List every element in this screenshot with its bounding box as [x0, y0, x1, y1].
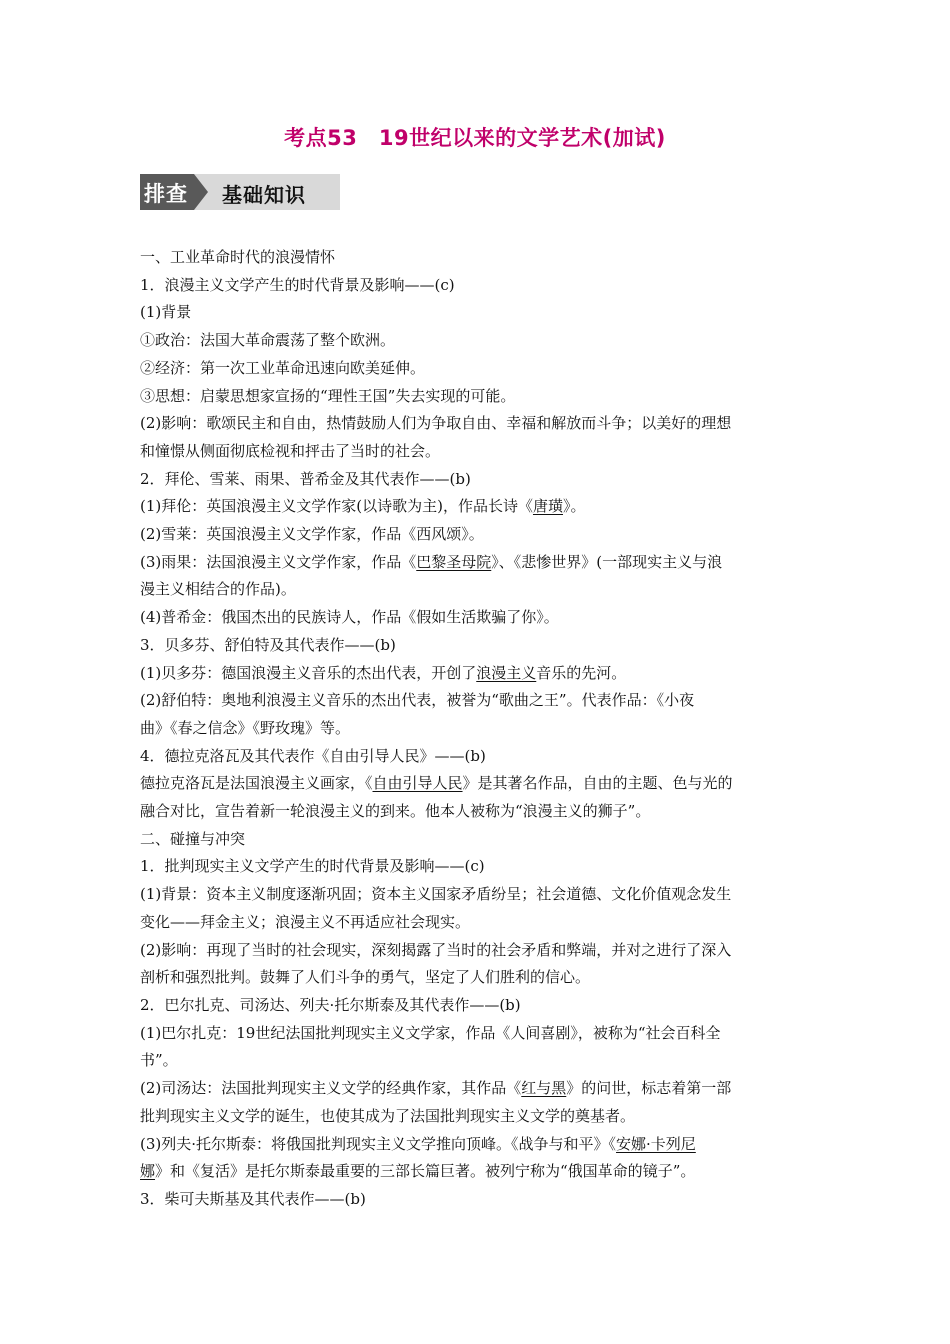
line-text: 德拉克洛瓦是法国浪漫主义画家，《 [140, 774, 373, 793]
text-line [140, 660, 812, 688]
line-text: 二、碰撞与冲突 [140, 829, 246, 848]
text-line [140, 826, 812, 854]
line-text: 3．柴可夫斯基及其代表作——(b) [140, 1189, 366, 1208]
line-text: (1)背景 [140, 303, 192, 322]
text-line [140, 1020, 812, 1048]
line-text: ②经济：第一次工业革命迅速向欧美延伸。 [140, 358, 426, 377]
line-text: (2)影响：再现了当时的社会现实，深刻揭露了当时的社会矛盾和弊端，并对之进行了深入 [140, 940, 732, 959]
underlined-term: 唐璜 [532, 497, 563, 516]
text-line [140, 604, 812, 632]
line-text: (3)雨果：法国浪漫主义文学作家，作品《 [140, 552, 417, 571]
text-line [140, 244, 812, 272]
underlined-term: 巴黎圣母院 [416, 552, 492, 571]
line-text: 2．拜伦、雪莱、雨果、普希金及其代表作——(b) [140, 469, 471, 488]
text-line [140, 687, 812, 715]
text-line [140, 1103, 812, 1131]
line-text: 书”。 [140, 1051, 178, 1070]
line-text: 一、工业革命时代的浪漫情怀 [140, 248, 336, 266]
line-text: (2)司汤达：法国批判现实主义文学的经典作家，其作品《 [140, 1079, 522, 1098]
line-text: 2．巴尔扎克、司汤达、列夫·托尔斯泰及其代表作——(b) [140, 995, 521, 1014]
line-text: 变化——拜金主义；浪漫主义不再适应社会现实。 [140, 912, 471, 931]
text-line [140, 992, 812, 1020]
line-text: 》的问世，标志着第一部 [566, 1079, 732, 1098]
line-text: 1．批判现实主义文学产生的时代背景及影响——(c) [140, 857, 485, 876]
underlined-term: 安娜·卡列尼 [616, 1134, 696, 1153]
line-text: 剖析和强烈批判。鼓舞了人们斗争的勇气，坚定了人们胜利的信心。 [140, 968, 591, 987]
banner-arrow-icon [194, 174, 208, 210]
text-line [140, 299, 812, 327]
line-text: (2)舒伯特：奥地利浪漫主义音乐的杰出代表，被誉为“歌曲之王”。代表作品：《小夜 [140, 691, 695, 710]
text-line [140, 576, 812, 604]
line-text: (4)普希金：俄国杰出的民族诗人，作品《假如生活欺骗了你》。 [140, 608, 559, 627]
section-banner [140, 174, 340, 210]
text-line [140, 493, 812, 521]
text-line [140, 1131, 812, 1159]
text-line [140, 964, 812, 992]
line-text: 》和《复活》是托尔斯泰最重要的三部长篇巨著。被列宁称为“俄国革命的镜子”。 [155, 1162, 696, 1181]
underlined-term: 浪漫主义 [476, 663, 537, 682]
text-line [140, 632, 812, 660]
text-line [140, 272, 812, 300]
text-line [140, 743, 812, 771]
banner-label-check: 排查 [144, 182, 188, 206]
banner-label-basics: 基础知识 [222, 183, 306, 207]
text-line [140, 1075, 812, 1103]
line-text: 》。 [562, 497, 586, 516]
text-line [140, 521, 812, 549]
underlined-term: 娜 [140, 1162, 156, 1181]
page-title: 考点53 19世纪以来的文学艺术(加试) [284, 126, 666, 150]
line-text: ③思想：启蒙思想家宣扬的“理性王国”失去实现的可能。 [140, 386, 516, 405]
line-text: 融合对比，宣告着新一轮浪漫主义的到来。他本人被称为“浪漫主义的狮子”。 [140, 802, 651, 821]
text-line [140, 881, 812, 909]
line-text: (2)雪莱：英国浪漫主义文学作家，作品《西风颂》。 [140, 525, 484, 544]
document-body [140, 244, 812, 1214]
text-line [140, 798, 812, 826]
line-text: 漫主义相结合的作品)。 [140, 580, 296, 599]
text-line [140, 383, 812, 411]
text-line [140, 327, 812, 355]
text-line [140, 1186, 812, 1214]
text-line [140, 937, 812, 965]
text-line [140, 549, 812, 577]
text-line [140, 466, 812, 494]
line-text: 批判现实主义文学的诞生，也使其成为了法国批判现实主义文学的奠基者。 [140, 1106, 636, 1125]
line-text: 》是其著名作品，自由的主题、色与光的 [462, 774, 733, 793]
line-text: 1．浪漫主义文学产生的时代背景及影响——(c) [140, 275, 455, 294]
line-text: 曲》《春之信念》《野玫瑰》等。 [140, 718, 351, 737]
line-text: ①政治：法国大革命震荡了整个欧洲。 [140, 331, 396, 350]
line-text: (1)巴尔扎克：19世纪法国批判现实主义文学家，作品《人间喜剧》，被称为“社会百科全 [140, 1023, 721, 1042]
line-text: (1)贝多芬：德国浪漫主义音乐的杰出代表，开创了 [140, 663, 477, 682]
underlined-term: 红与黑 [521, 1079, 567, 1098]
text-line [140, 909, 812, 937]
line-text: 》、《悲惨世界》(一部现实主义与浪 [491, 552, 723, 571]
text-line [140, 355, 812, 383]
line-text: (1)背景：资本主义制度逐渐巩固；资本主义国家矛盾纷呈；社会道德、文化价值观念发生 [140, 885, 732, 904]
underlined-term: 自由引导人民 [372, 774, 463, 793]
text-line [140, 438, 812, 466]
text-line [140, 715, 812, 743]
text-line [140, 853, 812, 881]
line-text: (2)影响：歌颂民主和自由，热情鼓励人们为争取自由、幸福和解放而斗争；以美好的理想 [140, 414, 732, 433]
line-text: (3)列夫·托尔斯泰：将俄国批判现实主义文学推向顶峰。《战争与和平》《 [140, 1134, 617, 1153]
line-text: 3．贝多芬、舒伯特及其代表作——(b) [140, 635, 396, 654]
text-line [140, 770, 812, 798]
text-line [140, 410, 812, 438]
text-line [140, 1047, 812, 1075]
line-text: (1)拜伦：英国浪漫主义文学作家(以诗歌为主)，作品长诗《 [140, 497, 533, 516]
line-text: 4．德拉克洛瓦及其代表作《自由引导人民》——(b) [140, 746, 486, 765]
text-line [140, 1158, 812, 1186]
line-text: 和憧憬从侧面彻底检视和抨击了当时的社会。 [140, 441, 441, 460]
line-text: 音乐的先河。 [536, 663, 627, 682]
